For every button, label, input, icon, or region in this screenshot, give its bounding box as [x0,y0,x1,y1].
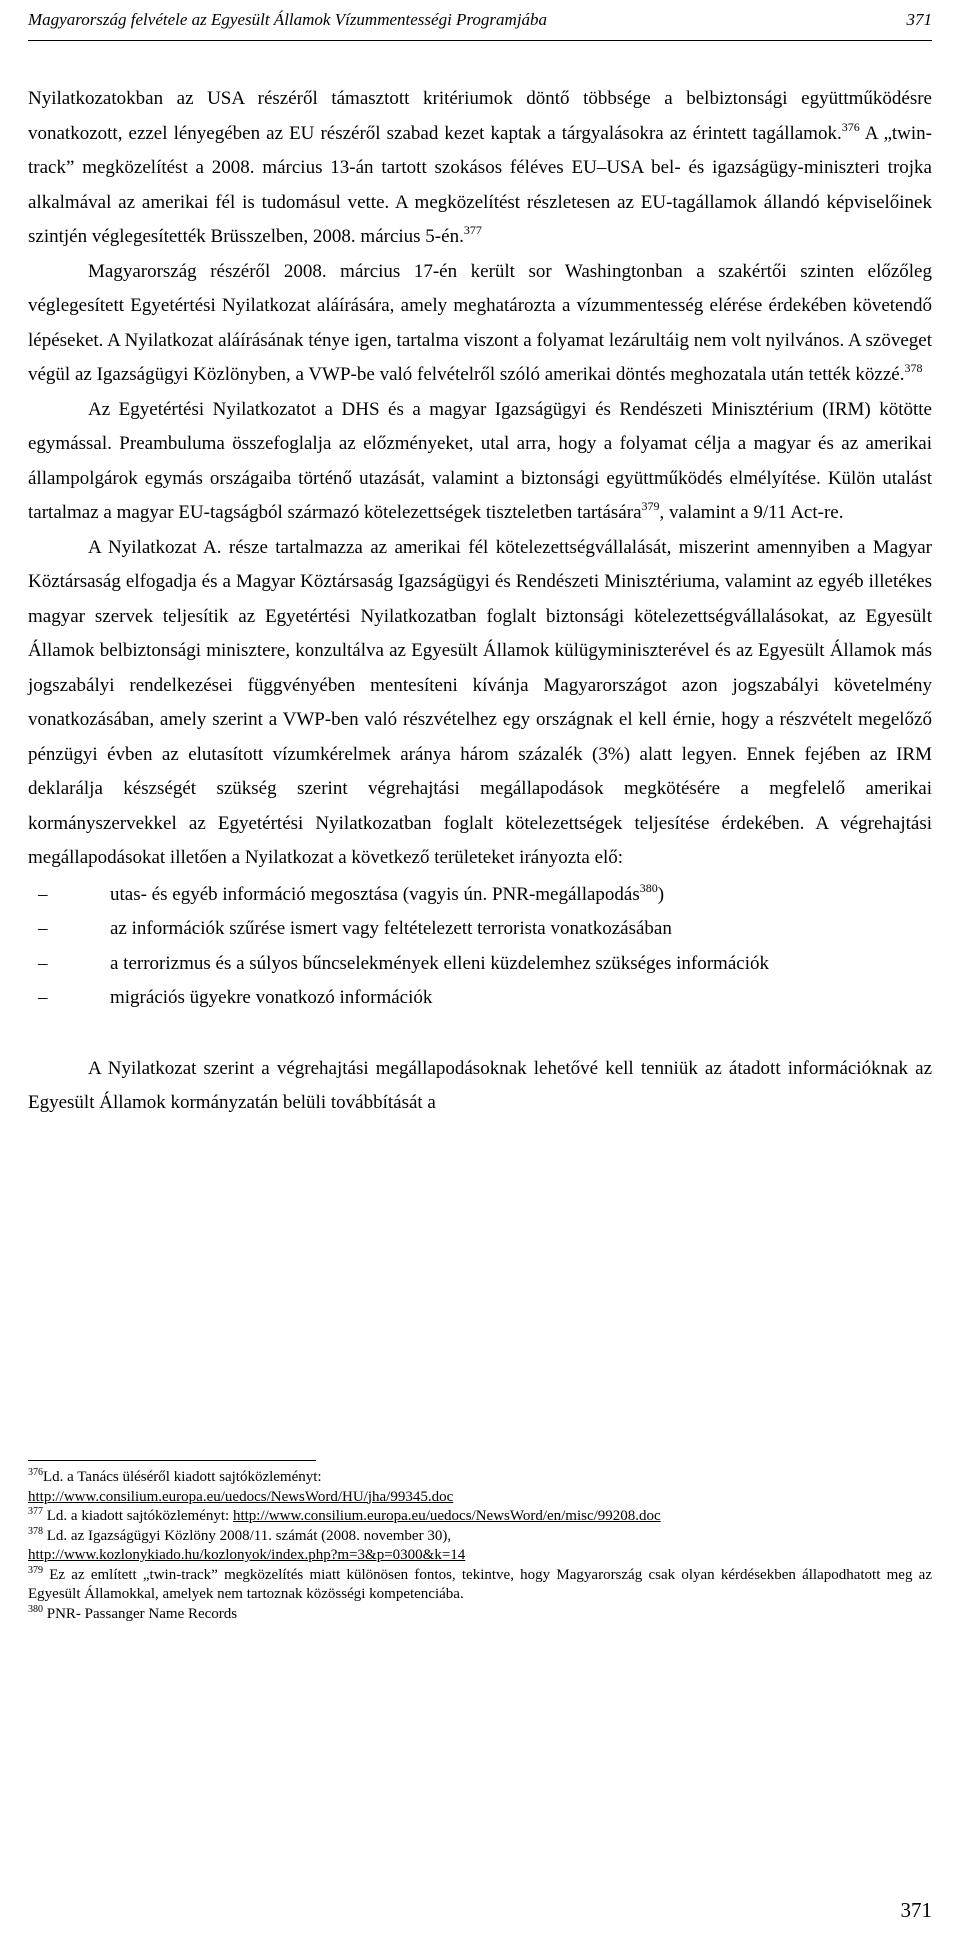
header-title: Magyarország felvétele az Egyesült Államok Vízummentességi Programjába [28,10,548,29]
list-item: – utas- és egyéb információ megosztása (vagyis ún. PNR-megállapodás$^{380}$) [28,878,932,913]
footnote-377-link[interactable]: http://www.consilium.europa.eu/uedocs/NewsWord/en/misc/99208.doc [232,1508,661,1524]
footnote-376: $^{376}$Ld. a Tanács üléséről kiadott sajtóközleményt: http://www.consilium.europa.eu/uedocs/NewsWord/HU/jha/99345.doc [28,1467,454,1505]
dash-bullet: – [38,883,48,905]
paragraph-2: Magyarország részéről 2008. március 17-én került sor Washingtonban a szakértői szinten előzőleg véglegesített Egyetértési Nyilatkozat aláírására, amely meghatározta a vízummentesség elérése érdekében követendő lépéseket. A Nyilatkozat aláírásának ténye igen, tartalma viszont a folyamat lezárultáig nem volt nyilvános. A szöveget végül az Igazságügyi Közlönyben, a VWP-be való felvételről szóló amerikai döntés meghozatala után tették közzé.$^{378}$ [28,260,932,385]
page-number: 371 [900,1898,932,1922]
footnote-ref-376[interactable]: 376 [841,119,860,134]
running-header [28,0,932,41]
list-item: – az információk szűrése ismert vagy feltételezett terrorista vonatkozásában [28,912,932,947]
list-item: – a terrorizmus és a súlyos bűncselekmények elleni küzdelemhez szükséges információk [28,947,932,982]
paragraph-3: Az Egyetértési Nyilatkozatot a DHS és a magyar Igazságügyi és Rendészeti Minisztérium (IRM) kötötte egymással. Preambuluma összefoglalja az előzményeket, utal arra, hogy a folyamat célja a magyar és az amerikai állampolgárok egymás országaiba történő utazását, valamint a biztonsági együttműködés elmélyítése. Külön utalást tartalmaz a magyar EU-tagságból származó kötelezettségek tiszteletben tartására$^{379}$, valamint a 9/11 Act-re. [28,398,932,523]
dash-list [28,878,932,1016]
footnote-378: $^{378}$ Ld. az Igazságügyi Közlöny 2008/11. számát (2008. november 30), http://www.kozlonykiado.hu/kozlonyok/index.php?m=3&p=0300&k=14 [28,1525,466,1563]
paragraph-5: A Nyilatkozat szerint a végrehajtási megállapodásoknak lehetővé kell tenniük az átadott információknak az Egyesült Államok kormányzatán belüli továbbítását a [28,1057,932,1113]
header-page-number: 371 [906,10,932,29]
footnote-ref-377[interactable]: 377 [463,223,482,237]
dash-bullet: – [38,952,48,974]
list-item: – migrációs ügyekre vonatkozó információk [28,981,932,1016]
footnote-379: $^{379}$ Ez az említett „twin-track” megközelítés miatt különösen fontos, tekintve, hogy Magyarország csak olyan kérdésekben állapodhatott meg az Egyesült Államokkal, amelyek nem tartoznak közösségi kompetenciába. [28,1564,932,1602]
footnote-378-link[interactable]: http://www.kozlonykiado.hu/kozlonyok/index.php?m=3&p=0300&k=14 [28,1547,466,1563]
footnote-ref-379[interactable]: 379 [641,499,660,513]
paragraph-1: Nyilatkozatokban az USA részéről támasztott kritériumok döntő többsége a belbiztonsági együttműködésre vonatkozott, ezzel lényegében az EU részéről szabad kezet kaptak a tárgyalásokra az érintett tagállamok.$^{376}$ A „twin-track” megközelítést a 2008. március 13-án tartott szokásos féléves EU–USA bel- és igazságügy-miniszteri trojka alkalmával az amerikai fél is tudomásul vette. A megközelítést részletesen az EU-tagállamok állandó képviselőinek szintjén véglegesítették Brüsszelben, 2008. március 5-én.$^{377}$ [28,88,932,247]
footnote-380: $^{380}$ PNR- Passanger Name Records [28,1603,238,1622]
footnote-separator [28,1460,316,1461]
footnote-ref-378[interactable]: 378 [904,361,923,375]
paragraph-4: A Nyilatkozat A. része tartalmazza az amerikai fél kötelezettségvállalását, miszerint amennyiben a Magyar Köztársaság elfogadja és a Magyar Köztársaság Igazságügyi és Rendészeti Minisztériuma, valamint az egyéb illetékes magyar szervek teljesítik az Egyetértési Nyilatkozatban foglalt biztonsági kötelezettségvállalásokat, az Egyesült Államok belbiztonsági minisztere, konzultálva az Egyesült Államok külügyminiszterével és az Egyesült Államok más jogszabályi rendelkezései függvényében mentesíteni kívánja Magyarországot azon jogszabályi követelmény vonatkozásában, amely szerint a VWP-ben való részvételhez egy országnak el kell érnie, hogy a részvételt megelőző pénzügyi évben az elutasított vízumkérelmek aránya három százalék (3%) alatt legyen. Ennek fejében az IRM deklarálja készségét szükség szerint végrehajtási megállapodások megkötésére a megfelelő amerikai kormányszervekkel az Egyetértési Nyilatkozatban foglalt kötelezettségek teljesítése érdekében. A végrehajtási megállapodásokat illetően a Nyilatkozat a következő területeket irányozta elő: [28,536,932,868]
main-text [28,82,932,1121]
dash-bullet: – [38,918,48,939]
footnotes [28,1468,932,1624]
footnote-376-link[interactable]: http://www.consilium.europa.eu/uedocs/NewsWord/HU/jha/99345.doc [28,1488,454,1505]
footnote-377: $^{377}$ Ld. a kiadott sajtóközleményt: http://www.consilium.europa.eu/uedocs/NewsWord/en/misc/99208.doc [28,1506,661,1524]
dash-bullet: – [38,987,48,1008]
footnote-ref-380[interactable]: 380 [639,880,658,895]
